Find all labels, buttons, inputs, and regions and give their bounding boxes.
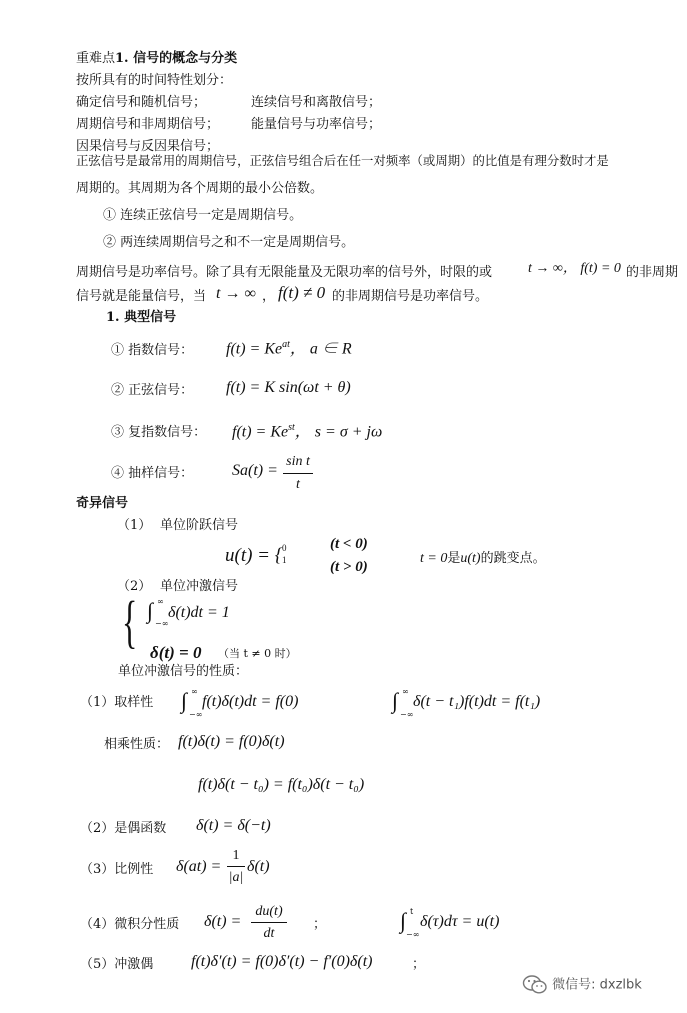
text-punct: ； — [412, 957, 426, 972]
text-line: 因果信号与反因果信号； — [76, 139, 220, 154]
text-line: 单位冲激信号的性质： — [118, 664, 249, 679]
formula: δ(t)dt = 1 — [168, 604, 230, 621]
formula-note — [420, 552, 546, 566]
formula-condition: (t > 0) — [330, 559, 368, 575]
formula-part: f(t) = Ke — [232, 423, 289, 441]
formula-part: f(t) = Ke — [226, 340, 283, 358]
formula: δ(t) = δ(−t) — [196, 817, 271, 834]
formula: f(t)δ(t)dt = f(0) — [202, 693, 299, 710]
formula: δ(t − t₁)f(t)dt = f(t₁) — [413, 693, 541, 710]
formula-note: （当 t ≠ 0 时） — [218, 647, 297, 660]
text-line: 信号就是能量信号，当 — [76, 289, 207, 304]
integral-lower: −∞ — [406, 930, 420, 939]
integral-upper: ∞ — [402, 687, 409, 696]
property-label: （3）比例性 — [80, 862, 154, 877]
property-label: （4）微积分性质 — [80, 917, 180, 932]
text-line: 周期信号是功率信号。除了具有无限能量及无限功率的信号外，时限的或 — [76, 265, 493, 280]
section-heading — [76, 52, 237, 65]
integral-sign: ∫ — [392, 688, 399, 713]
property-label: （1）取样性 — [80, 695, 154, 710]
watermark-text: 微信号: dxzlbk — [552, 977, 642, 993]
text-line: 按所具有的时间特性划分： — [76, 73, 233, 88]
formula-condition: (t < 0) — [330, 536, 368, 552]
integral-sign: ∫ — [181, 688, 188, 713]
text-punct: ， — [262, 289, 276, 304]
formula: δ(t) = — [204, 913, 242, 930]
text-part: 是 — [447, 551, 461, 566]
integral-sign: ∫ — [147, 598, 154, 623]
item-label: ③ 复指数信号： — [111, 425, 207, 440]
integral-lower: −∞ — [400, 710, 414, 719]
item-label: 单位阶跃信号 — [160, 518, 239, 533]
integral-lower: −∞ — [155, 619, 169, 628]
formula: t → ∞， f(t) = 0 — [528, 261, 621, 276]
subsection-title: 奇异信号 — [76, 496, 129, 511]
integral-upper: t — [410, 907, 414, 916]
formula-sup: st — [288, 422, 295, 433]
numbered-note: ① 连续正弦信号一定是周期信号。 — [103, 208, 303, 223]
wechat-icon — [522, 974, 548, 996]
numbered-note: ② 两连续周期信号之和不一定是周期信号。 — [103, 235, 355, 250]
watermark — [522, 974, 642, 996]
text-line: 周期的。其周期为各个周期的最小公倍数。 — [76, 181, 324, 196]
formula: f(t)δ(t) = f(0)δ(t) — [178, 733, 285, 750]
subsection-title: 1. 典型信号 — [106, 310, 177, 325]
formula-value: 1 — [282, 555, 287, 565]
formula-part: t = 0 — [420, 551, 448, 566]
integral-sign: ∫ — [400, 908, 407, 933]
fraction-bar — [251, 922, 287, 923]
text-part: 的跳变点。 — [480, 551, 546, 566]
formula — [232, 423, 382, 440]
item-number: （2） — [117, 579, 152, 594]
heading-title: 1. 信号的概念与分类 — [115, 51, 238, 66]
fraction-bar — [227, 866, 245, 867]
item-number: （1） — [117, 518, 152, 533]
formula: t → ∞ — [216, 285, 256, 302]
integral-lower: −∞ — [189, 710, 203, 719]
brace: { — [122, 589, 138, 654]
fraction-denominator: t — [296, 477, 300, 492]
property-sublabel: 相乘性质： — [104, 737, 170, 752]
text-line: 周期信号和非周期信号； — [76, 117, 220, 132]
formula: f(t) = K sin(ωt + θ) — [226, 379, 351, 396]
fraction-denominator: dt — [263, 926, 275, 941]
formula: δ(at) = — [176, 858, 222, 875]
formula-value: 0 — [282, 543, 287, 553]
formula-part: ， a ∈ R — [289, 340, 352, 358]
property-label: （2）是偶函数 — [80, 821, 167, 836]
formula: f(t)δ(t − t₀) = f(t₀)δ(t − t₀) — [198, 776, 365, 793]
formula: δ(t) — [247, 858, 270, 875]
text-line: 能量信号与功率信号； — [251, 117, 382, 132]
item-label: 单位冲激信号 — [160, 579, 239, 594]
formula — [226, 340, 352, 357]
item-label: ④ 抽样信号： — [111, 466, 194, 481]
text-line: 的非周期 — [626, 265, 679, 280]
text-line: 连续信号和离散信号； — [251, 95, 382, 110]
fraction-numerator: 1 — [232, 848, 240, 863]
text-punct: ； — [313, 917, 327, 932]
text-line: 的非周期信号是功率信号。 — [332, 289, 489, 304]
fraction-bar — [283, 473, 313, 474]
property-label: （5）冲激偶 — [80, 957, 154, 972]
formula: δ(τ)dτ = u(t) — [420, 913, 500, 930]
item-label: ① 指数信号： — [111, 343, 194, 358]
fraction-numerator: du(t) — [255, 904, 283, 919]
formula: Sa(t) = — [232, 462, 278, 479]
formula: f(t)δ′(t) = f(0)δ′(t) − f′(0)δ(t) — [191, 953, 373, 970]
formula-sup: at — [282, 339, 290, 350]
text-line: 确定信号和随机信号； — [76, 95, 207, 110]
formula-part: u(t) — [460, 551, 481, 566]
formula: δ(t) = 0 — [150, 643, 202, 662]
formula-part: ， s = σ + jω — [294, 423, 383, 441]
integral-upper: ∞ — [157, 597, 164, 606]
fraction-numerator: sin t — [286, 454, 310, 469]
fraction-denominator: |a| — [228, 870, 244, 885]
integral-upper: ∞ — [191, 687, 198, 696]
heading-prefix: 重难点 — [76, 51, 116, 66]
formula: u(t) = { — [225, 545, 283, 566]
formula: f(t) ≠ 0 — [278, 283, 326, 302]
item-label: ② 正弦信号： — [111, 383, 194, 398]
text-line: 正弦信号是最常用的周期信号，正弦信号组合后在任一对频率（或周期）的比值是有理分数时才是 — [76, 153, 609, 168]
